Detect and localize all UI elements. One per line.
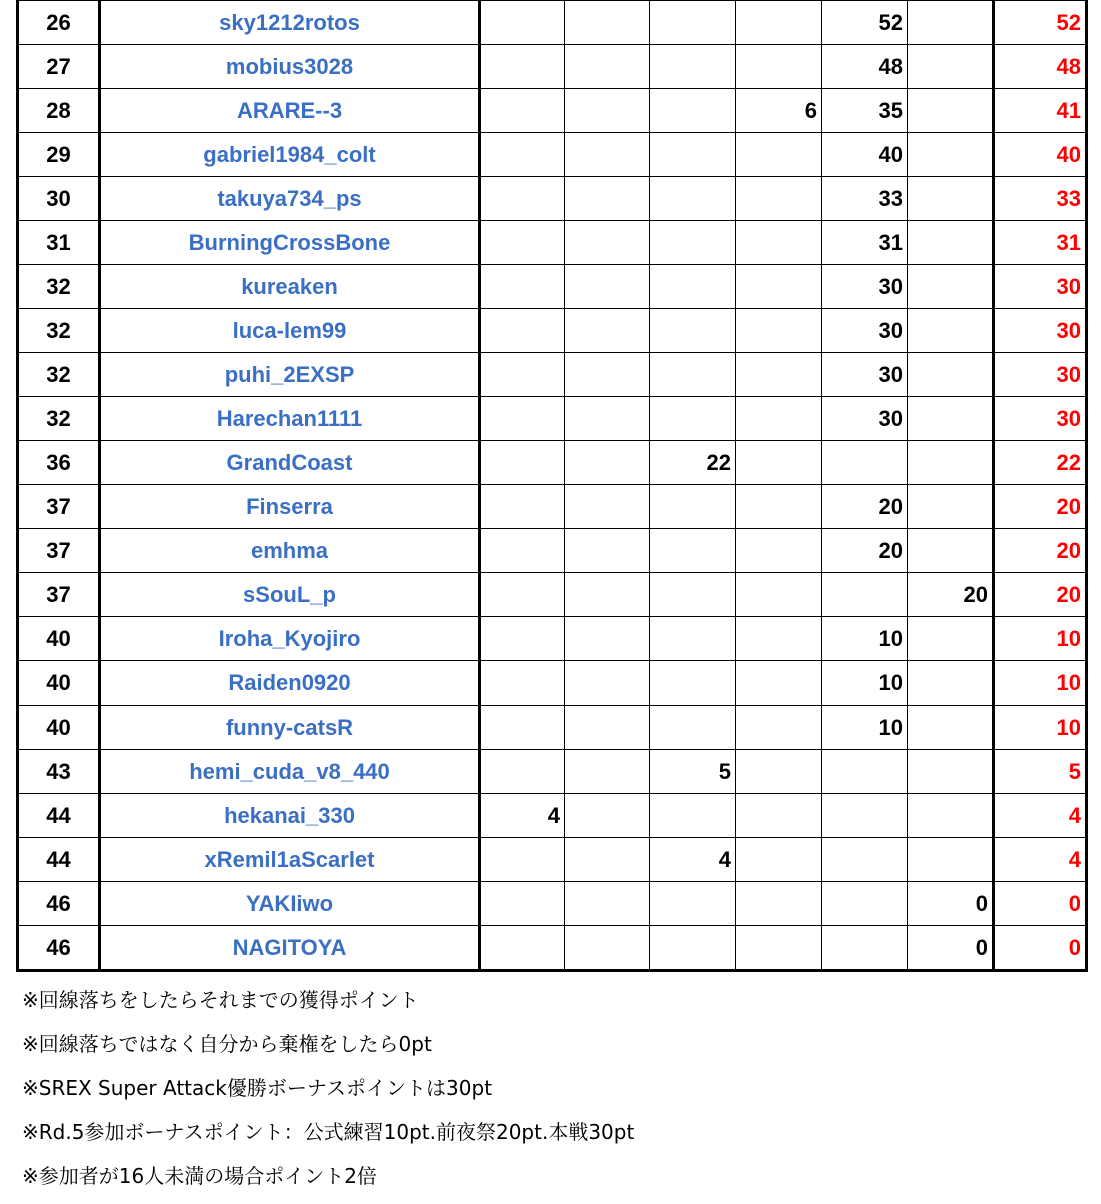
rank-cell: 30: [18, 177, 100, 221]
table-row: [18, 45, 1087, 89]
total-points-cell: 0: [994, 881, 1087, 925]
points-cell: [480, 397, 565, 441]
total-points-cell: 30: [994, 265, 1087, 309]
player-name-link[interactable]: sky1212rotos: [100, 1, 480, 45]
player-name-link[interactable]: gabriel1984_colt: [100, 133, 480, 177]
points-cell: [565, 485, 650, 529]
player-name-link[interactable]: Iroha_Kyojiro: [100, 617, 480, 661]
total-points-cell: 10: [994, 617, 1087, 661]
points-cell: [822, 749, 908, 793]
points-cell: [908, 45, 994, 89]
points-cell: [736, 881, 822, 925]
points-cell: [736, 133, 822, 177]
points-cell: [480, 925, 565, 970]
points-cell: [565, 353, 650, 397]
table-row: [18, 573, 1087, 617]
table-row: [18, 221, 1087, 265]
player-name-link[interactable]: takuya734_ps: [100, 177, 480, 221]
rank-cell: 26: [18, 1, 100, 45]
points-cell: [736, 925, 822, 970]
table-row: [18, 837, 1087, 881]
points-cell: [480, 309, 565, 353]
points-cell: [908, 441, 994, 485]
rank-cell: 37: [18, 485, 100, 529]
points-cell: [908, 133, 994, 177]
points-cell: [736, 529, 822, 573]
points-cell: [480, 837, 565, 881]
table-row: [18, 925, 1087, 970]
points-cell: [908, 793, 994, 837]
points-cell: [480, 45, 565, 89]
points-cell: [736, 837, 822, 881]
points-cell: [565, 441, 650, 485]
points-cell: [736, 265, 822, 309]
total-points-cell: 40: [994, 133, 1087, 177]
rank-cell: 44: [18, 837, 100, 881]
points-cell: [650, 793, 736, 837]
player-name-link[interactable]: YAKIiwo: [100, 881, 480, 925]
points-cell: 40: [822, 133, 908, 177]
total-points-cell: 20: [994, 485, 1087, 529]
points-cell: [908, 749, 994, 793]
points-cell: [908, 221, 994, 265]
points-cell: [736, 617, 822, 661]
points-cell: [650, 309, 736, 353]
points-cell: [908, 661, 994, 705]
points-cell: [565, 221, 650, 265]
points-cell: 33: [822, 177, 908, 221]
points-cell: 22: [650, 441, 736, 485]
table-row: [18, 1, 1087, 45]
points-cell: [908, 353, 994, 397]
points-cell: [822, 441, 908, 485]
points-cell: [736, 441, 822, 485]
points-cell: [650, 485, 736, 529]
table-row: [18, 309, 1087, 353]
points-cell: 31: [822, 221, 908, 265]
points-cell: [480, 881, 565, 925]
points-cell: [480, 749, 565, 793]
points-cell: [565, 925, 650, 970]
rank-cell: 37: [18, 573, 100, 617]
points-cell: [650, 133, 736, 177]
note-line: ※Rd.5参加ボーナスポイント：公式練習10pt.前夜祭20pt.本戦30pt: [22, 1120, 635, 1144]
table-row: [18, 749, 1087, 793]
points-cell: [650, 573, 736, 617]
notes-section: [22, 978, 1082, 1198]
points-cell: [650, 705, 736, 749]
points-cell: 0: [908, 881, 994, 925]
note-line: ※SREX Super Attack優勝ボーナスポイントは30pt: [22, 1076, 493, 1100]
points-cell: [480, 441, 565, 485]
points-cell: [908, 529, 994, 573]
note-line: ※回線落ちではなく自分から棄権をしたら0pt: [22, 1032, 432, 1056]
points-cell: [736, 793, 822, 837]
total-points-cell: 10: [994, 705, 1087, 749]
rank-cell: 40: [18, 705, 100, 749]
points-cell: 10: [822, 617, 908, 661]
points-cell: [480, 353, 565, 397]
points-cell: [480, 1, 565, 45]
points-cell: [565, 133, 650, 177]
points-cell: [480, 89, 565, 133]
player-name-link[interactable]: Finserra: [100, 485, 480, 529]
total-points-cell: 31: [994, 221, 1087, 265]
points-cell: 5: [650, 749, 736, 793]
table-row: [18, 177, 1087, 221]
points-cell: 4: [650, 837, 736, 881]
points-cell: [736, 485, 822, 529]
points-cell: [480, 661, 565, 705]
table-row: [18, 265, 1087, 309]
player-name-link[interactable]: emhma: [100, 529, 480, 573]
points-cell: [650, 881, 736, 925]
points-cell: 4: [480, 793, 565, 837]
total-points-cell: 4: [994, 837, 1087, 881]
points-cell: [565, 617, 650, 661]
points-cell: [565, 397, 650, 441]
points-cell: [565, 45, 650, 89]
points-cell: [480, 177, 565, 221]
points-cell: 35: [822, 89, 908, 133]
points-cell: [480, 705, 565, 749]
standings-table: [16, 0, 1088, 972]
player-name-link[interactable]: funny-catsR: [100, 705, 480, 749]
rank-cell: 28: [18, 89, 100, 133]
points-cell: 30: [822, 309, 908, 353]
table-row: [18, 617, 1087, 661]
total-points-cell: 0: [994, 925, 1087, 970]
points-cell: [908, 485, 994, 529]
points-cell: 20: [822, 485, 908, 529]
points-cell: [565, 265, 650, 309]
player-name-link[interactable]: mobius3028: [100, 45, 480, 89]
rank-cell: 44: [18, 793, 100, 837]
player-name-link[interactable]: kureaken: [100, 265, 480, 309]
table-row: [18, 661, 1087, 705]
player-name-link[interactable]: hemi_cuda_v8_440: [100, 749, 480, 793]
points-cell: 30: [822, 397, 908, 441]
points-cell: [480, 265, 565, 309]
points-cell: [736, 397, 822, 441]
points-cell: [908, 705, 994, 749]
player-name-link[interactable]: sSouL_p: [100, 573, 480, 617]
table-row: [18, 793, 1087, 837]
rank-cell: 36: [18, 441, 100, 485]
points-cell: [565, 661, 650, 705]
points-cell: [565, 177, 650, 221]
table-row: [18, 485, 1087, 529]
points-cell: [736, 221, 822, 265]
player-name-link[interactable]: GrandCoast: [100, 441, 480, 485]
player-name-link[interactable]: hekanai_330: [100, 793, 480, 837]
points-cell: [480, 573, 565, 617]
points-cell: [565, 89, 650, 133]
points-cell: [908, 265, 994, 309]
rank-cell: 40: [18, 661, 100, 705]
points-cell: [480, 485, 565, 529]
total-points-cell: 30: [994, 309, 1087, 353]
points-cell: 0: [908, 925, 994, 970]
player-name-link[interactable]: Harechan1111: [100, 397, 480, 441]
rank-cell: 32: [18, 265, 100, 309]
total-points-cell: 41: [994, 89, 1087, 133]
points-cell: [650, 89, 736, 133]
table-row: [18, 529, 1087, 573]
points-cell: [736, 573, 822, 617]
points-cell: [822, 925, 908, 970]
player-name-link[interactable]: luca-lem99: [100, 309, 480, 353]
points-cell: 6: [736, 89, 822, 133]
points-cell: [650, 265, 736, 309]
points-cell: [565, 309, 650, 353]
points-cell: 10: [822, 661, 908, 705]
points-cell: [736, 661, 822, 705]
total-points-cell: 52: [994, 1, 1087, 45]
points-cell: 52: [822, 1, 908, 45]
rank-cell: 40: [18, 617, 100, 661]
points-cell: [565, 705, 650, 749]
points-cell: 10: [822, 705, 908, 749]
player-name-link[interactable]: ARARE--3: [100, 89, 480, 133]
points-cell: [565, 573, 650, 617]
table-row: [18, 89, 1087, 133]
points-cell: [565, 881, 650, 925]
points-cell: [480, 529, 565, 573]
rank-cell: 32: [18, 397, 100, 441]
points-cell: 48: [822, 45, 908, 89]
points-cell: [650, 397, 736, 441]
points-cell: [650, 617, 736, 661]
points-cell: [736, 749, 822, 793]
player-name-link[interactable]: NAGITOYA: [100, 925, 480, 970]
points-cell: [650, 177, 736, 221]
total-points-cell: 20: [994, 573, 1087, 617]
points-cell: 20: [908, 573, 994, 617]
total-points-cell: 4: [994, 793, 1087, 837]
total-points-cell: 33: [994, 177, 1087, 221]
total-points-cell: 5: [994, 749, 1087, 793]
points-cell: [480, 133, 565, 177]
total-points-cell: 30: [994, 397, 1087, 441]
rank-cell: 37: [18, 529, 100, 573]
points-cell: [822, 573, 908, 617]
points-cell: [736, 309, 822, 353]
table-row: [18, 705, 1087, 749]
table-row: [18, 881, 1087, 925]
points-cell: [736, 177, 822, 221]
points-cell: [650, 353, 736, 397]
points-cell: [650, 529, 736, 573]
points-cell: [736, 1, 822, 45]
points-cell: [822, 881, 908, 925]
points-cell: [822, 793, 908, 837]
total-points-cell: 48: [994, 45, 1087, 89]
player-name-link[interactable]: BurningCrossBone: [100, 221, 480, 265]
points-cell: [908, 617, 994, 661]
player-name-link[interactable]: puhi_2EXSP: [100, 353, 480, 397]
points-cell: [822, 837, 908, 881]
table-row: [18, 397, 1087, 441]
standings-body: [18, 1, 1087, 971]
total-points-cell: 20: [994, 529, 1087, 573]
points-cell: [908, 177, 994, 221]
points-cell: [480, 221, 565, 265]
points-cell: 30: [822, 265, 908, 309]
total-points-cell: 10: [994, 661, 1087, 705]
table-row: [18, 441, 1087, 485]
points-cell: [565, 793, 650, 837]
rank-cell: 46: [18, 881, 100, 925]
total-points-cell: 22: [994, 441, 1087, 485]
points-cell: [650, 1, 736, 45]
points-cell: [565, 1, 650, 45]
player-name-link[interactable]: Raiden0920: [100, 661, 480, 705]
points-cell: 20: [822, 529, 908, 573]
rank-cell: 32: [18, 353, 100, 397]
points-cell: [650, 661, 736, 705]
points-cell: [565, 529, 650, 573]
rank-cell: 43: [18, 749, 100, 793]
rank-cell: 32: [18, 309, 100, 353]
rank-cell: 31: [18, 221, 100, 265]
points-cell: [565, 749, 650, 793]
points-cell: 30: [822, 353, 908, 397]
total-points-cell: 30: [994, 353, 1087, 397]
table-row: [18, 133, 1087, 177]
points-cell: [650, 925, 736, 970]
note-line: ※回線落ちをしたらそれまでの獲得ポイント: [22, 988, 419, 1012]
note-line: ※参加者が16人未満の場合ポイント2倍: [22, 1164, 377, 1188]
rank-cell: 46: [18, 925, 100, 970]
table-row: [18, 353, 1087, 397]
points-cell: [736, 45, 822, 89]
player-name-link[interactable]: xRemil1aScarlet: [100, 837, 480, 881]
points-cell: [908, 837, 994, 881]
points-cell: [908, 309, 994, 353]
rank-cell: 29: [18, 133, 100, 177]
points-cell: [565, 837, 650, 881]
rank-cell: 27: [18, 45, 100, 89]
points-cell: [908, 397, 994, 441]
points-cell: [908, 89, 994, 133]
points-cell: [650, 45, 736, 89]
points-cell: [908, 1, 994, 45]
points-cell: [736, 705, 822, 749]
points-cell: [480, 617, 565, 661]
points-cell: [736, 353, 822, 397]
points-cell: [650, 221, 736, 265]
